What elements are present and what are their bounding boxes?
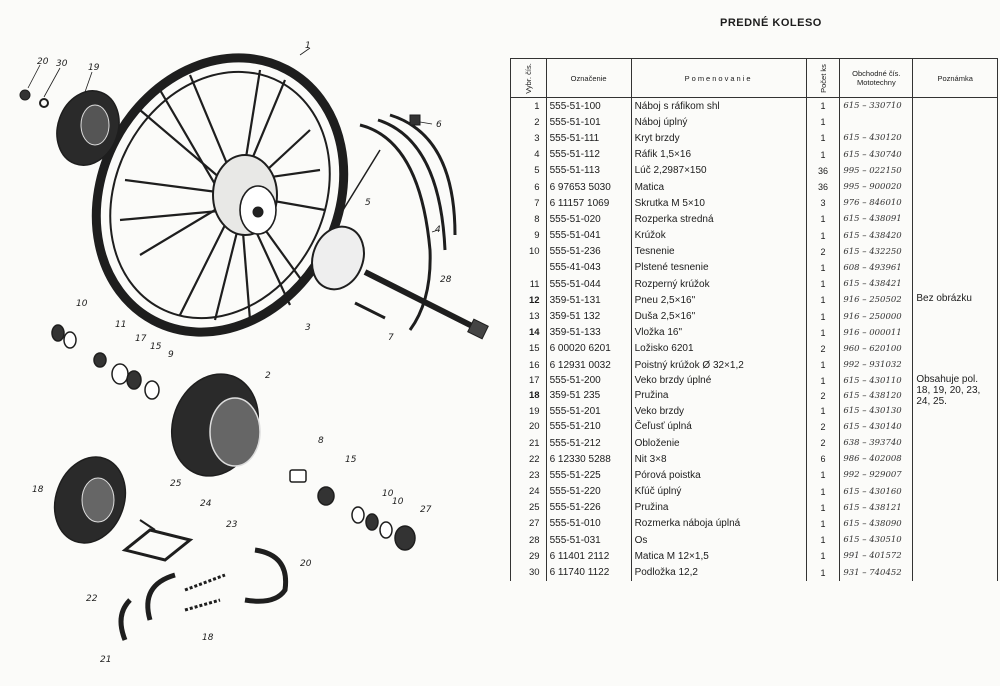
row-oznacenie: 555-51-113: [546, 163, 631, 179]
table-row: [511, 163, 998, 179]
row-oznacenie: 555-51-226: [546, 500, 631, 516]
row-oznacenie: 555-51-200: [546, 373, 631, 388]
row-oznacenie: 555-51-225: [546, 467, 631, 483]
row-oznacenie: 555-51-201: [546, 404, 631, 419]
row-obchodne: 615 – 438091: [840, 211, 913, 227]
label-24: 24: [200, 499, 212, 509]
row-poznamka: [913, 211, 998, 227]
row-pomenovanie: Nit 3×8: [631, 451, 806, 467]
row-pocet: 1: [806, 325, 840, 341]
row-number: 24: [511, 484, 547, 500]
label-27: 27: [420, 505, 432, 515]
row-pomenovanie: Náboj úplný: [631, 114, 806, 130]
col-pomenovanie: Pomenovanie: [631, 59, 806, 98]
row-poznamka: [913, 114, 998, 130]
row-obchodne: 615 – 438090: [840, 516, 913, 532]
row-number: [511, 260, 547, 276]
row-number: 19: [511, 404, 547, 419]
row-oznacenie: 555-51-210: [546, 419, 631, 435]
row-number: 29: [511, 548, 547, 564]
label-16: 17: [135, 334, 147, 344]
row-pocet: 1: [806, 308, 840, 324]
row-pomenovanie: Pórová poistka: [631, 467, 806, 483]
row-number: 21: [511, 435, 547, 451]
row-number: 14: [511, 325, 547, 341]
label-17: 18: [32, 485, 44, 495]
row-pocet: 1: [806, 228, 840, 244]
table-row: [511, 419, 998, 435]
table-row: [511, 114, 998, 130]
row-obchodne: 615 – 430140: [840, 419, 913, 435]
row-pocet: 1: [806, 211, 840, 227]
row-number: 17: [511, 373, 547, 388]
row-obchodne: 916 – 250502: [840, 292, 913, 308]
table-row: [511, 484, 998, 500]
row-obchodne: 995 – 900020: [840, 179, 913, 195]
row-number: 13: [511, 308, 547, 324]
row-pomenovanie: Vložka 16": [631, 325, 806, 341]
label-4: 4: [435, 225, 441, 235]
table-row: [511, 435, 998, 451]
axle: [365, 272, 480, 330]
row-obchodne: 615 – 430160: [840, 484, 913, 500]
label-25: 25: [170, 479, 182, 489]
label-30: 30: [56, 59, 68, 69]
row-oznacenie: 359-51 235: [546, 388, 631, 403]
table-row: [511, 292, 998, 308]
row-pocet: 2: [806, 341, 840, 357]
table-row: [511, 532, 998, 548]
row-pomenovanie: Krúžok: [631, 228, 806, 244]
row-poznamka: [913, 532, 998, 548]
row-pocet: 1: [806, 404, 840, 419]
row-poznamka: [913, 179, 998, 195]
row-oznacenie: 6 11740 1122: [546, 564, 631, 580]
label-28: 28: [440, 275, 452, 285]
table-row: [511, 276, 998, 292]
table-row: [511, 373, 998, 388]
row-obchodne: 615 – 430120: [840, 130, 913, 146]
row-poznamka: [913, 195, 998, 211]
row-obchodne: [840, 114, 913, 130]
row-pocet: 1: [806, 500, 840, 516]
hub-complete: [158, 362, 273, 488]
row-pocet: 1: [806, 548, 840, 564]
parts-list: [508, 0, 1000, 686]
row-poznamka: [913, 451, 998, 467]
row-obchodne: 992 – 929007: [840, 467, 913, 483]
label-3: 3: [305, 323, 311, 333]
row-pomenovanie: Podložka 12,2: [631, 564, 806, 580]
row-oznacenie: 6 97653 5030: [546, 179, 631, 195]
row-number: 15: [511, 341, 547, 357]
row-obchodne: 615 – 430510: [840, 532, 913, 548]
row-poznamka: Obsahuje pol. 18, 19, 20, 23, 24, 25.: [913, 373, 998, 419]
row-poznamka: [913, 98, 998, 115]
row-obchodne: 960 – 620100: [840, 341, 913, 357]
row-number: 1: [511, 98, 547, 115]
parts-table: [510, 58, 998, 581]
table-body: [511, 98, 998, 581]
col-vybr: Vybr. čís.: [511, 59, 547, 98]
row-pocet: 1: [806, 260, 840, 276]
row-number: 6: [511, 179, 547, 195]
row-obchodne: 615 – 430110: [840, 373, 913, 388]
row-number: 18: [511, 388, 547, 403]
row-oznacenie: 555-51-010: [546, 516, 631, 532]
row-pocet: 1: [806, 484, 840, 500]
row-poznamka: [913, 564, 998, 580]
row-pocet: 2: [806, 419, 840, 435]
wheel-hub: [213, 155, 277, 235]
row-oznacenie: 555-51-101: [546, 114, 631, 130]
row-pomenovanie: Veko brzdy: [631, 404, 806, 419]
label-10-right: 10: [382, 489, 394, 499]
table-row: [511, 357, 998, 373]
row-number: 2: [511, 114, 547, 130]
table-row: [511, 228, 998, 244]
row-pomenovanie: Pneu 2,5×16": [631, 292, 806, 308]
table-row: [511, 564, 998, 580]
row-obchodne: 615 – 432250: [840, 244, 913, 260]
table-row: [511, 147, 998, 163]
row-number: 25: [511, 500, 547, 516]
row-poznamka: [913, 548, 998, 564]
row-obchodne: 992 – 931032: [840, 357, 913, 373]
row-pomenovanie: Matica: [631, 179, 806, 195]
label-10-top: 10: [76, 299, 88, 309]
row-obchodne: 615 – 430130: [840, 404, 913, 419]
row-oznacenie: 359-51-133: [546, 325, 631, 341]
row-pomenovanie: Ložisko 6201: [631, 341, 806, 357]
row-oznacenie: 555-51-031: [546, 532, 631, 548]
row-obchodne: 615 – 330710: [840, 98, 913, 115]
row-pomenovanie: Kľúč úplný: [631, 484, 806, 500]
row-obchodne: 638 – 393740: [840, 435, 913, 451]
label-10-right2: 10: [392, 497, 404, 507]
label-11: 11: [115, 320, 127, 330]
row-pocet: 1: [806, 98, 840, 115]
row-oznacenie: 555-51-100: [546, 98, 631, 115]
row-oznacenie: 555-51-212: [546, 435, 631, 451]
row-number: 22: [511, 451, 547, 467]
row-number: 20: [511, 419, 547, 435]
row-pocet: 1: [806, 467, 840, 483]
label-20-shoe: 20: [300, 559, 312, 569]
row-oznacenie: 555-51-044: [546, 276, 631, 292]
table-row: [511, 325, 998, 341]
col-oznacenie: Označenie: [546, 59, 631, 98]
row-pocet: 1: [806, 564, 840, 580]
row-number: 8: [511, 211, 547, 227]
row-pomenovanie: Pružina: [631, 500, 806, 516]
row-pocet: 36: [806, 163, 840, 179]
row-pomenovanie: Poistný krúžok Ø 32×1,2: [631, 357, 806, 373]
row-obchodne: 916 – 250000: [840, 308, 913, 324]
table-row: [511, 179, 998, 195]
row-pomenovanie: Rozmerka náboja úplná: [631, 516, 806, 532]
row-pocet: 2: [806, 435, 840, 451]
table-row: [511, 130, 998, 146]
row-pocet: 36: [806, 179, 840, 195]
label-15-right: 15: [345, 455, 357, 465]
row-number: 23: [511, 467, 547, 483]
label-8: 8: [318, 436, 324, 446]
row-pocet: 2: [806, 244, 840, 260]
row-number: 9: [511, 228, 547, 244]
page-title: PREDNÉ KOLESO: [720, 17, 822, 29]
table-row: [511, 467, 998, 483]
row-oznacenie: 555-51-236: [546, 244, 631, 260]
row-oznacenie: 6 00020 6201: [546, 341, 631, 357]
row-obchodne: 615 – 438421: [840, 276, 913, 292]
row-pomenovanie: Ráfik 1,5×16: [631, 147, 806, 163]
row-pomenovanie: Rozperný krúžok: [631, 276, 806, 292]
col-obchodne: Obchodné čís. Mototechny: [840, 59, 913, 98]
col-pocet: Počet ks: [806, 59, 840, 98]
row-poznamka: [913, 516, 998, 532]
label-20: 20: [37, 57, 49, 67]
table-row: [511, 211, 998, 227]
row-oznacenie: 6 12931 0032: [546, 357, 631, 373]
row-obchodne: 976 – 846010: [840, 195, 913, 211]
row-poznamka: [913, 228, 998, 244]
row-number: 3: [511, 130, 547, 146]
label-18: 18: [202, 633, 214, 643]
row-pocet: 1: [806, 373, 840, 388]
row-poznamka: [913, 419, 998, 435]
row-pomenovanie: Duša 2,5×16": [631, 308, 806, 324]
row-pomenovanie: Kryt brzdy: [631, 130, 806, 146]
row-poznamka: [913, 341, 998, 357]
label-22: 22: [86, 594, 98, 604]
label-19: 19: [88, 63, 100, 73]
row-pocet: 1: [806, 114, 840, 130]
row-oznacenie: 555-51-111: [546, 130, 631, 146]
row-pomenovanie: Veko brzdy úplné: [631, 373, 806, 388]
row-poznamka: [913, 147, 998, 163]
row-obchodne: 991 – 401572: [840, 548, 913, 564]
table-row: [511, 98, 998, 115]
row-pomenovanie: Pružina: [631, 388, 806, 403]
row-pomenovanie: Skrutka M 5×10: [631, 195, 806, 211]
label-2: 2: [265, 371, 271, 381]
table-row: [511, 341, 998, 357]
row-obchodne: 615 – 430740: [840, 147, 913, 163]
table-row: [511, 260, 998, 276]
table-row: [511, 244, 998, 260]
row-poznamka: [913, 130, 998, 146]
row-pocet: 1: [806, 147, 840, 163]
table-row: [511, 500, 998, 516]
label-1: 1: [305, 41, 311, 51]
row-obchodne: 986 – 402008: [840, 451, 913, 467]
label-6: 6: [436, 120, 442, 130]
row-pomenovanie: Čeľusť úplná: [631, 419, 806, 435]
row-poznamka: [913, 484, 998, 500]
label-21: 21: [100, 655, 112, 665]
label-9: 9: [168, 350, 174, 360]
row-poznamka: [913, 467, 998, 483]
row-pomenovanie: Rozperka stredná: [631, 211, 806, 227]
row-pomenovanie: Lúč 2,2987×150: [631, 163, 806, 179]
row-oznacenie: 6 12330 5288: [546, 451, 631, 467]
row-oznacenie: 359-51 132: [546, 308, 631, 324]
nipple-part: [410, 115, 420, 125]
row-pomenovanie: Tesnenie: [631, 244, 806, 260]
row-number: 11: [511, 276, 547, 292]
row-pomenovanie: Os: [631, 532, 806, 548]
row-poznamka: [913, 244, 998, 260]
row-poznamka: [913, 325, 998, 341]
col-poznamka: Poznámka: [913, 59, 998, 98]
brake-shoes: [121, 550, 286, 640]
row-poznamka: Bez obrázku: [913, 292, 998, 308]
row-pomenovanie: Plstené tesnenie: [631, 260, 806, 276]
row-obchodne: 615 – 438121: [840, 500, 913, 516]
label-7: 7: [388, 333, 394, 343]
label-15-left: 15: [150, 342, 162, 352]
row-oznacenie: 6 11157 1069: [546, 195, 631, 211]
row-pocet: 3: [806, 195, 840, 211]
row-pomenovanie: Náboj s ráfikom shl: [631, 98, 806, 115]
row-number: 12: [511, 292, 547, 308]
row-obchodne: 608 – 493961: [840, 260, 913, 276]
row-oznacenie: 555-51-112: [546, 147, 631, 163]
row-poznamka: [913, 163, 998, 179]
row-oznacenie: 555-41-043: [546, 260, 631, 276]
brake-cover-bottom: [43, 447, 137, 553]
row-pocet: 1: [806, 516, 840, 532]
table-header: [511, 59, 998, 98]
row-number: 30: [511, 564, 547, 580]
row-poznamka: [913, 500, 998, 516]
row-number: 16: [511, 357, 547, 373]
rim-segment: [340, 115, 455, 330]
table-row: [511, 548, 998, 564]
table-row: [511, 308, 998, 324]
row-number: 27: [511, 516, 547, 532]
row-obchodne: 931 – 740452: [840, 564, 913, 580]
row-pomenovanie: Matica M 12×1,5: [631, 548, 806, 564]
row-obchodne: 916 – 000011: [840, 325, 913, 341]
brake-cover-top: [47, 82, 129, 174]
row-pocet: 6: [806, 451, 840, 467]
row-pocet: 1: [806, 130, 840, 146]
row-poznamka: [913, 260, 998, 276]
row-pocet: 2: [806, 388, 840, 403]
table-row: [511, 451, 998, 467]
row-pomenovanie: Obloženie: [631, 435, 806, 451]
row-number: 28: [511, 532, 547, 548]
row-oznacenie: 6 11401 2112: [546, 548, 631, 564]
row-poznamka: [913, 276, 998, 292]
row-pocet: 1: [806, 292, 840, 308]
row-obchodne: 995 – 022150: [840, 163, 913, 179]
row-oznacenie: 555-51-041: [546, 228, 631, 244]
row-number: 5: [511, 163, 547, 179]
table-row: [511, 195, 998, 211]
row-oznacenie: 555-51-220: [546, 484, 631, 500]
row-poznamka: [913, 435, 998, 451]
row-obchodne: 615 – 438120: [840, 388, 913, 403]
row-number: 4: [511, 147, 547, 163]
row-number: 10: [511, 244, 547, 260]
row-poznamka: [913, 308, 998, 324]
table-row: [511, 516, 998, 532]
row-oznacenie: 359-51-131: [546, 292, 631, 308]
brake-plate: [304, 219, 373, 296]
row-obchodne: 615 – 438420: [840, 228, 913, 244]
row-oznacenie: 555-51-020: [546, 211, 631, 227]
row-poznamka: [913, 357, 998, 373]
label-23: 23: [226, 520, 238, 530]
row-pocet: 1: [806, 532, 840, 548]
label-5: 5: [365, 198, 371, 208]
row-number: 7: [511, 195, 547, 211]
row-pocet: 1: [806, 357, 840, 373]
row-pocet: 1: [806, 276, 840, 292]
